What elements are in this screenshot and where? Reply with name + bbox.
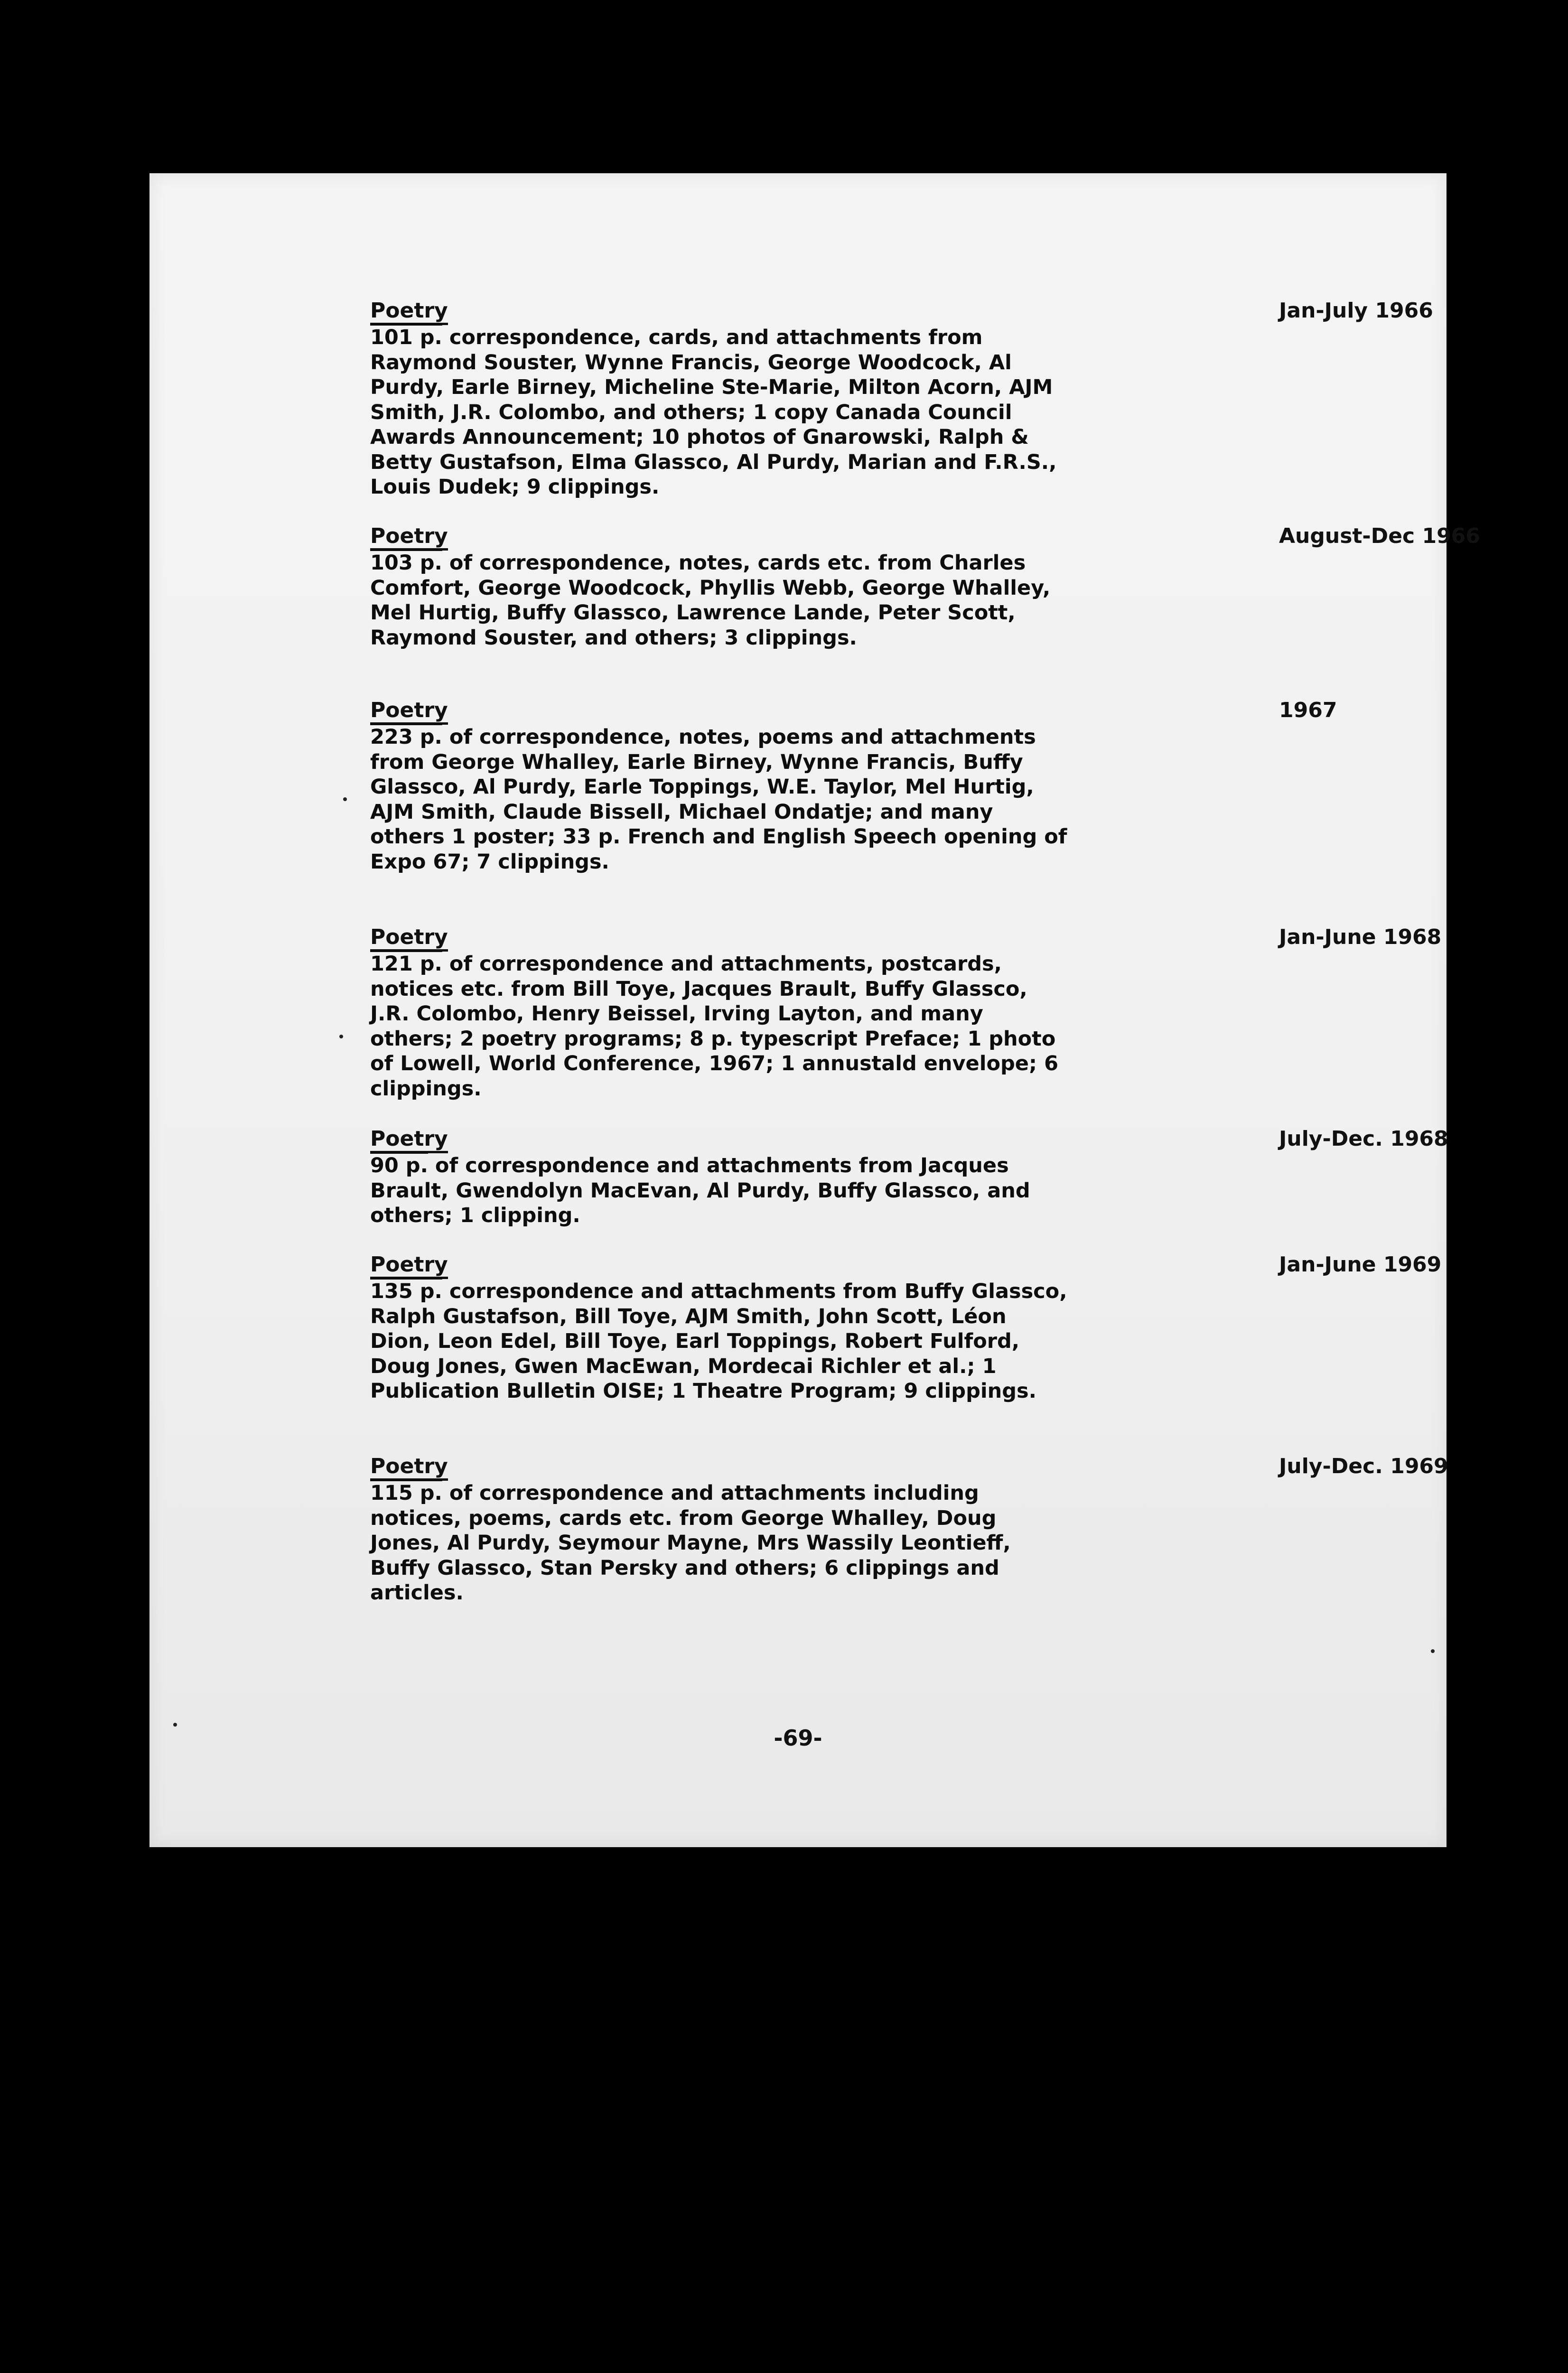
entry-heading: Poetry [370, 925, 448, 952]
entry-description [370, 1153, 1073, 1228]
page-count: 103 p. [370, 551, 442, 575]
entry-text: of correspondence and attachments from Jacques Brault, Gwendolyn MacEvan, Al Purdy, Buffy Glassco, and others; 1 clipping. [370, 1154, 1030, 1227]
entry-date: 1967 [1279, 698, 1337, 722]
entry-aug-dec-1966 [370, 524, 1480, 650]
entry-july-dec-1968 [370, 1127, 1448, 1228]
entry-heading: Poetry [370, 299, 448, 325]
entry-description [370, 952, 1073, 1101]
entry-text: correspondence, cards, and attachments from Raymond Souster, Wynne Francis, George Woodcock, Al Purdy, Earle Birney, Micheline Ste-Marie, Milton Acorn, AJM Smith, J.R. Colombo, and others; 1 copy Canada Council Awards Announcement; 10 photos of Gnarowski, Ralph & Betty Gustafson, Elma Glassco, Al Purdy, Marian and F.R.S., Louis Dudek; 9 clippings. [370, 326, 1057, 499]
entry-july-dec-1969 [370, 1454, 1448, 1606]
entry-heading: Poetry [370, 524, 448, 551]
entry-jan-july-1966 [370, 299, 1433, 500]
entry-jan-june-1969 [370, 1252, 1442, 1404]
entry-text: correspondence and attachments from Buffy Glassco, Ralph Gustafson, Bill Toye, AJM Smith, John Scott, Léon Dion, Leon Edel, Bill Toye, Earl Toppings, Robert Fulford, Doug Jones, Gwen MacEwan, Mordecai Richler et al.; 1 Publication Bulletin OISE; 1 Theatre Program; 9 clippings. [370, 1280, 1067, 1403]
entry-date: July-Dec. 1969 [1279, 1454, 1448, 1478]
scan-speck [173, 1723, 177, 1727]
entry-date: Jan-June 1968 [1279, 925, 1442, 949]
scan-speck [339, 1035, 343, 1038]
entry-description [370, 1279, 1073, 1404]
entry-jan-june-1968 [370, 925, 1442, 1101]
entry-date: Jan-July 1966 [1279, 299, 1433, 323]
entry-text: of correspondence, notes, cards etc. from Charles Comfort, George Woodcock, Phyllis Webb, George Whalley, Mel Hurtig, Buffy Glassco, Lawrence Lande, Peter Scott, Raymond Souster, and others; 3 clippings. [370, 551, 1051, 650]
page-count: 115 p. [370, 1481, 442, 1505]
page-count: 135 p. [370, 1280, 442, 1303]
entry-1967 [370, 699, 1414, 874]
entry-date: August-Dec 1966 [1279, 524, 1480, 548]
scan-speck [343, 797, 347, 801]
scan-speck [1431, 1649, 1435, 1653]
document-page [149, 173, 1480, 1847]
entry-text: of correspondence and attachments, postcards, notices etc. from Bill Toye, Jacques Brault, Buffy Glassco, J.R. Colombo, Henry Beissel, Irving Layton, and many others; 2 poetry programs; 8 p. typescript Preface; 1 photo of Lowell, World Conference, 1967; 1 annustald envelope; 6 clippings. [370, 952, 1059, 1101]
entry-heading: Poetry [370, 1455, 448, 1481]
entry-description [370, 551, 1073, 650]
entry-date: July-Dec. 1968 [1279, 1127, 1448, 1151]
entry-date: Jan-June 1969 [1279, 1252, 1442, 1277]
entry-description [370, 725, 1073, 874]
entry-heading: Poetry [370, 699, 448, 725]
entry-description [370, 325, 1073, 500]
entry-heading: Poetry [370, 1127, 448, 1153]
entry-text: of correspondence, notes, poems and attachments from George Whalley, Earle Birney, Wynne Francis, Buffy Glassco, Al Purdy, Earle Toppings, W.E. Taylor, Mel Hurtig, AJM Smith, Claude Bissell, Michael Ondatje; and many others 1 poster; 33 p. French and English Speech opening of Expo 67; 7 clippings. [370, 725, 1067, 874]
entry-text: of correspondence and attachments including notices, poems, cards etc. from George Whalley, Doug Jones, Al Purdy, Seymour Mayne, Mrs Wassily Leontieff, Buffy Glassco, Stan Persky and others; 6 clippings and articles. [370, 1481, 1011, 1605]
page-count: 121 p. [370, 952, 442, 976]
entry-heading: Poetry [370, 1253, 448, 1279]
entry-description [370, 1481, 1073, 1606]
page-count: 101 p. [370, 326, 442, 349]
page-count: 90 p. [370, 1154, 428, 1177]
page-number: -69- [774, 1725, 822, 1751]
page-count: 223 p. [370, 725, 442, 749]
